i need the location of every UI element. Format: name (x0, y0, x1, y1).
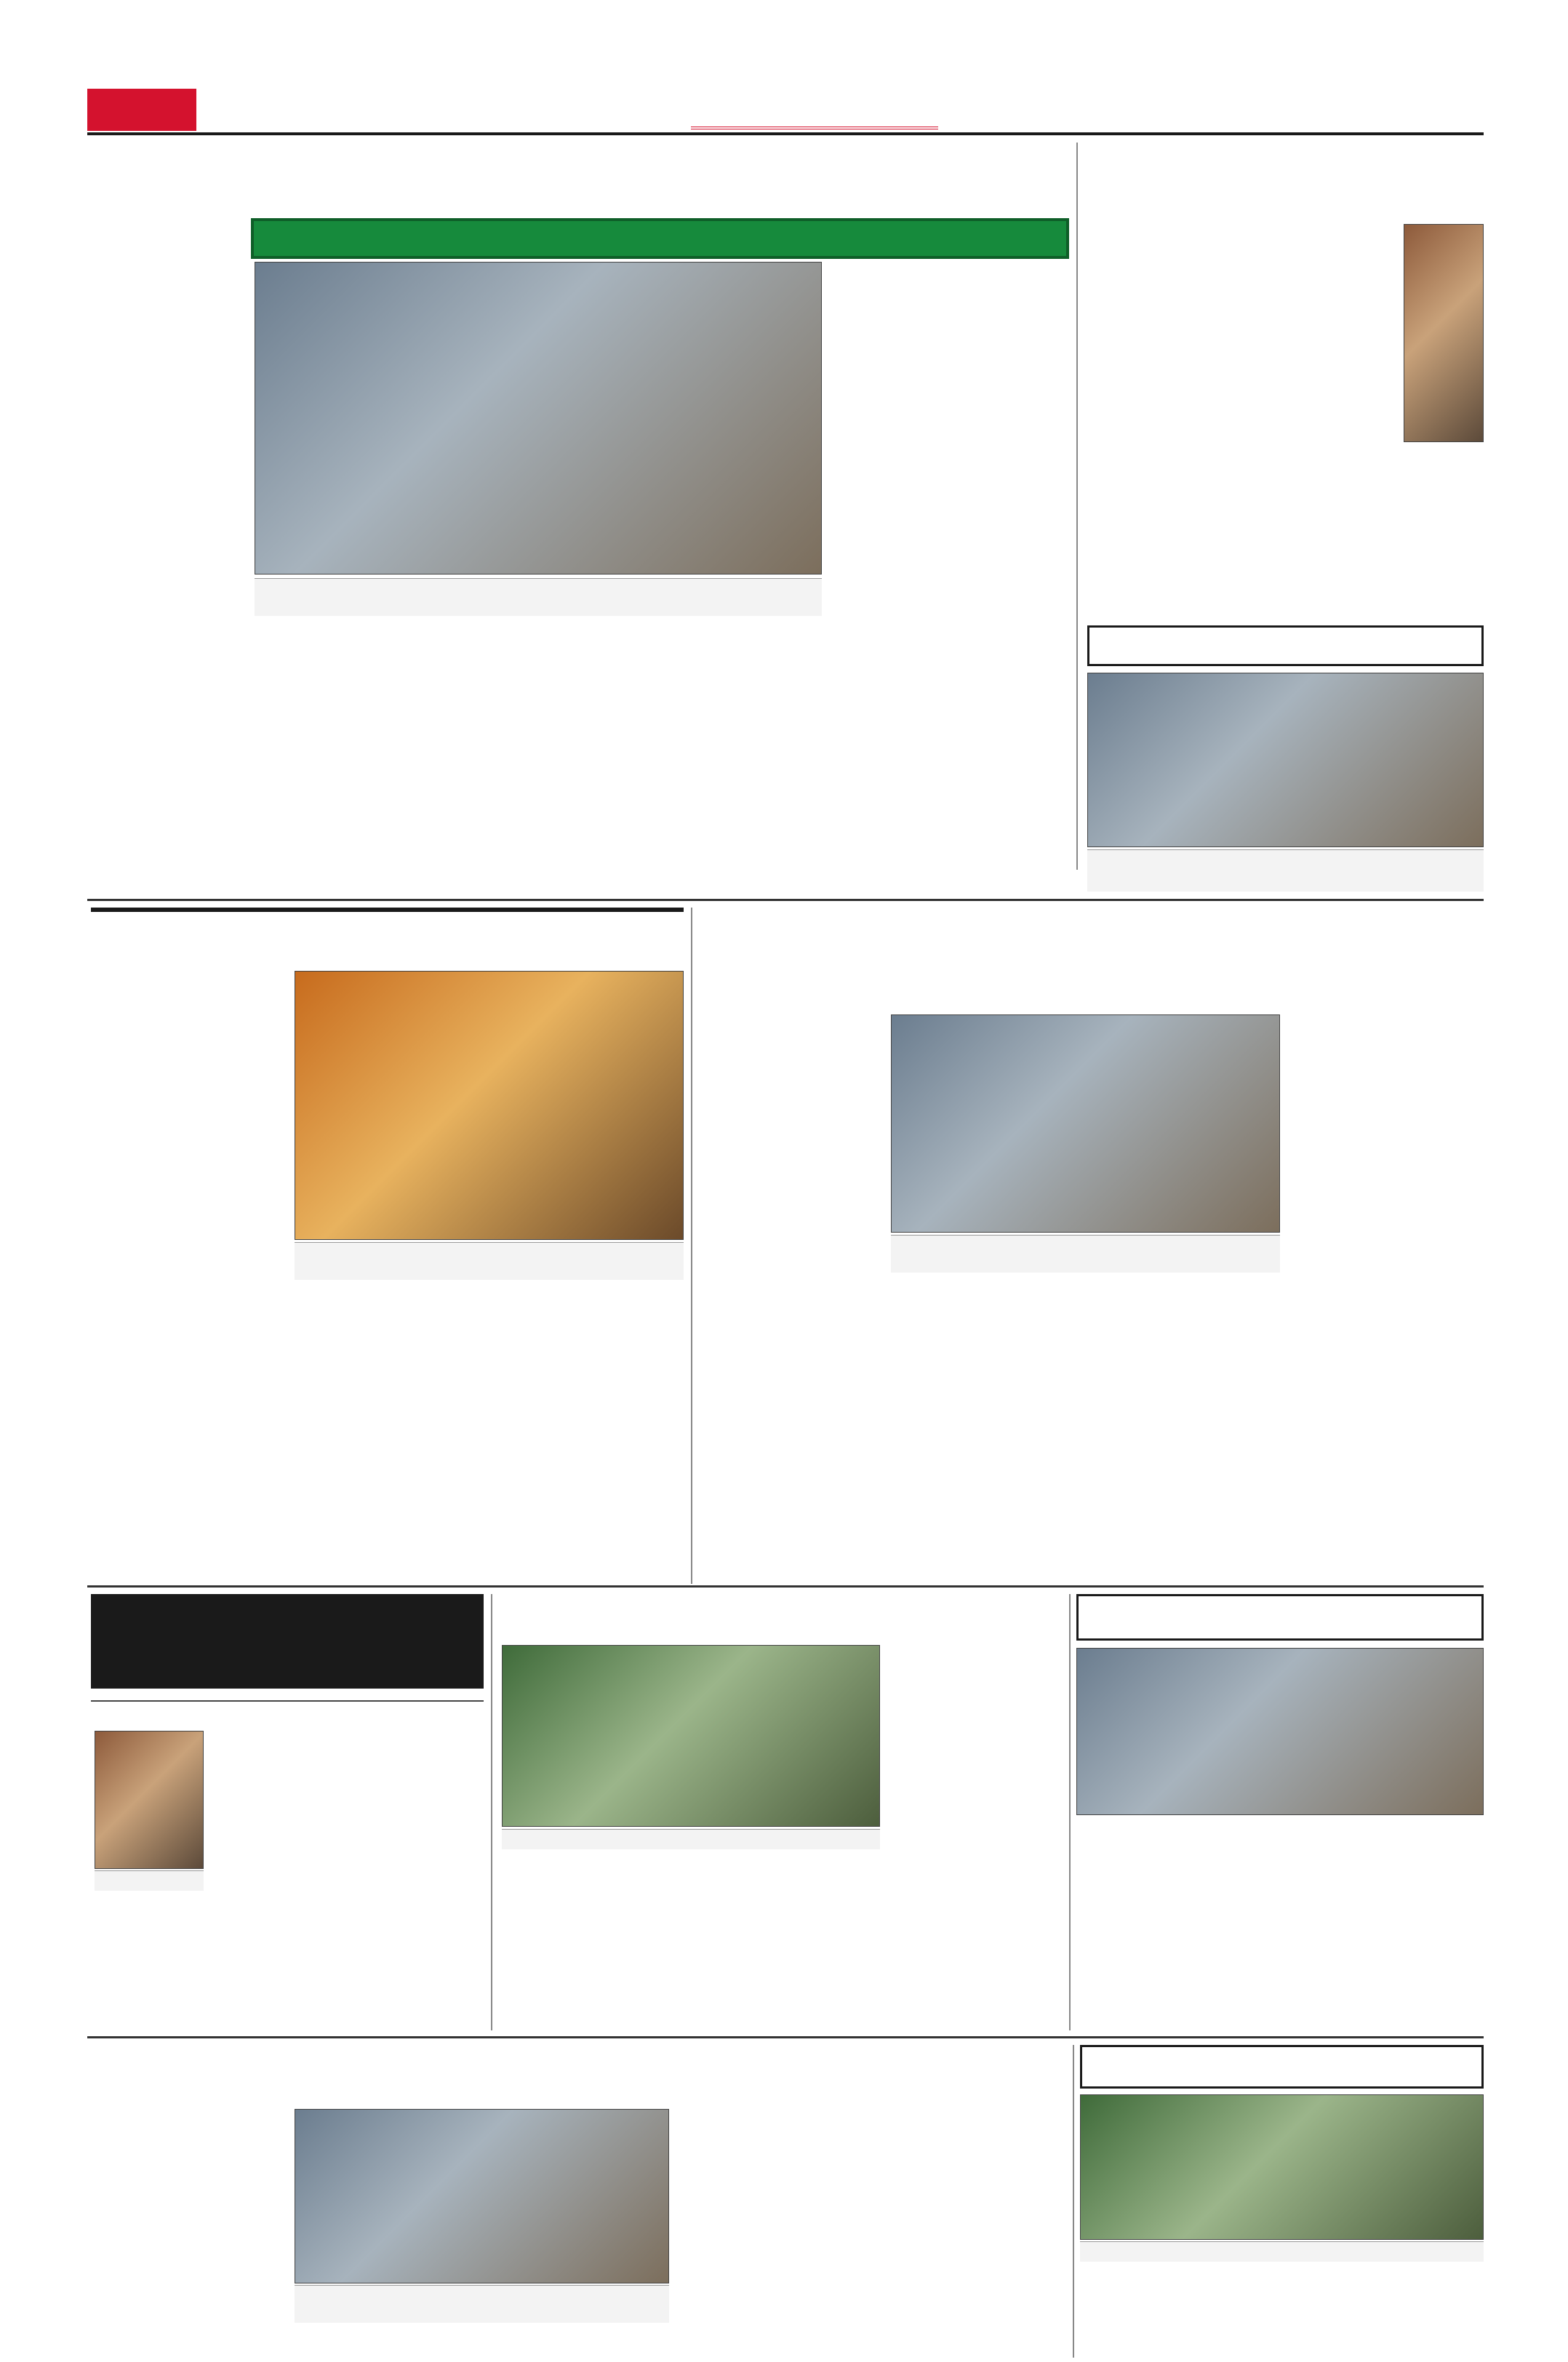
page-number-box (87, 89, 196, 131)
story9-col2 (680, 2105, 862, 2356)
story9-photo (295, 2109, 669, 2283)
column-rule (1076, 143, 1078, 870)
story2-photo (1404, 224, 1484, 442)
story3-headline (1087, 625, 1484, 666)
story3-photo (1087, 673, 1484, 847)
column-rule (1073, 2045, 1074, 2358)
story5-col3 (698, 1294, 1280, 1578)
story10-headline (1080, 2045, 1484, 2089)
story6-headline (91, 1594, 484, 1689)
story7-photo (502, 1645, 880, 1827)
story5-col1 (698, 1011, 880, 1287)
story4-photo (295, 971, 684, 1240)
column-rule (691, 908, 692, 1584)
story10-photo-caption (1080, 2241, 1484, 2262)
story9-photo-caption (295, 2285, 669, 2323)
story5-photo-caption (891, 1235, 1280, 1273)
story1-col2 (255, 625, 531, 858)
story4-col1 (91, 967, 284, 1578)
story6-photo-caption (95, 1870, 204, 1891)
story1-photo (255, 262, 822, 575)
story1-photo-caption (255, 578, 822, 616)
column-rule (1069, 1594, 1071, 2030)
story3-caption (1087, 849, 1484, 892)
story9-col1 (91, 2105, 284, 2356)
story8-text (1076, 1822, 1484, 2029)
section-rule (87, 899, 1484, 901)
story5-col2 (1291, 1011, 1484, 1578)
column-rule (491, 1594, 492, 2030)
story1-col1 (91, 258, 244, 985)
story7-photo-caption (502, 1829, 880, 1849)
story8-photo (1076, 1648, 1484, 1815)
story9-col3 (873, 2105, 1065, 2356)
story6-text (215, 1727, 484, 2025)
story6-byline (91, 1696, 484, 1702)
story6-photo (95, 1731, 204, 1869)
story10-photo (1080, 2094, 1484, 2240)
story4-headline (91, 908, 684, 912)
story10-text (1080, 2265, 1484, 2356)
story4-photo-caption (295, 1242, 684, 1280)
story8-headline (1076, 1594, 1484, 1641)
story7-col2 (891, 1645, 1062, 2027)
story4-col2 (295, 1287, 484, 1578)
story5-photo (891, 1014, 1280, 1233)
story2-text (1087, 222, 1393, 622)
story1-col3 (542, 625, 818, 858)
story7-col1 (502, 1856, 880, 2027)
section-rule (87, 2036, 1484, 2038)
story1-subhead (251, 218, 1069, 259)
section-rule (87, 1585, 1484, 1588)
story4-col3 (495, 1287, 684, 1578)
newspaper-logo (691, 81, 938, 129)
story1-col4 (829, 258, 1065, 854)
